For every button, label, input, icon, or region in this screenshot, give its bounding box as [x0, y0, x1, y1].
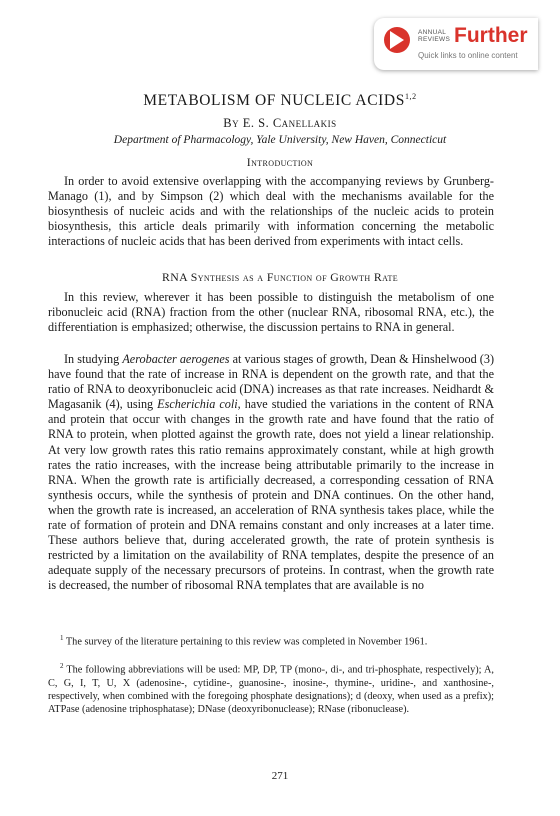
section-heading-rna-synthesis: RNA Synthesis as a Function of Growth Rate	[161, 270, 399, 284]
further-subtitle: Quick links to online content	[418, 51, 518, 60]
organism-name: Aerobacter aerogenes	[122, 352, 230, 366]
page-number: 271	[271, 770, 289, 782]
footnote-2: $^2$ The following abbreviations will be used: MP, DP, TP (mono-, di-, and tri-phosphate, respectively); A, C, G, I, T, U, X (adenosine-, cytidine-, guanosine-, inosine-, thymine-, uridine-, and xanthosine-, respectively, when combined with the foregoing phosphate designations); d (deoxy, when used as a prefix); ATPase (adenosine triphosphatase); DNase (deoxyribonuclease); RNase (ribonuclease).	[48, 662, 494, 716]
footnote-1: $^1$ The survey of the literature pertaining to this review was completed in November 1961.	[60, 634, 428, 648]
affiliation: Department of Pharmacology, Yale University, New Haven, Connecticut	[113, 134, 447, 146]
intro-paragraph: In order to avoid extensive overlapping with the accompanying reviews by Grunberg-Manago (1), and by Simpson (2) which deal with the mechanisms available for the biosynthesis of nucleic acids and with the relationships of the nucleic acids to protein biosynthesis, this article deals primarily with information concerning the metabolic interactions of nucleic acids that has been derived from experiments with intact cells.	[48, 174, 494, 249]
organism-name: Escherichia coli	[157, 397, 238, 412]
author-line: By E. S. Canellakis	[223, 116, 337, 130]
annual-reviews-logo: ANNUAL REVIEWS	[418, 29, 451, 43]
play-arrow-icon	[384, 27, 410, 53]
further-badge[interactable]	[374, 18, 538, 70]
body-paragraph-1: In this review, wherever it has been possible to distinguish the metabolism of one ribonucleic acid (RNA) fraction from the other (nuclear RNA, ribosomal RNA, etc.), the differentiation is emphasized; otherwise, the discussion pertains to RNA in general.	[48, 290, 494, 335]
further-label: Further	[454, 24, 528, 47]
body-paragraph-2: In studying Aerobacter aerogenes at various stages of growth, Dean & Hinshelwood (3) have found that the rate of increase in RNA is dependent on the growth rate, and that the ratio of RNA to deoxyribonucleic acid (DNA) increases as that rate increases. Neidhardt & Magasanik (4), using Escherichia coli, have studied the variations in the content of RNA and protein that occur with changes in the growth rate and have found that the ratio of RNA to protein, when plotted against the growth rate, does not yield a linear relationship. At very low growth rates this ratio remains approximately constant, while at high growth rates the ratio increases, with the increase being attributable primarily to the increase in RNA. When the growth rate is artificially decreased, a corresponding cessation of RNA synthesis occurs, while the synthesis of protein and DNA continues. On the other hand, when the growth rate is increased, an acceleration of RNA synthesis takes place, while the rate of formation of protein and DNA remains constant and only increases at a later time. These authors believe that, during accelerated growth, the rate of protein synthesis is restricted by a limitation on the availability of RNA templates, despite the presence of an adequate supply of the necessary precursors of proteins. In contrast, when the growth rate is decreased, the number of ribosomal RNA templates that are available is no	[48, 352, 495, 593]
article-title: METABOLISM OF NUCLEIC ACIDS$^{1,2}$	[143, 92, 417, 110]
section-heading-introduction: Introduction	[246, 155, 314, 169]
